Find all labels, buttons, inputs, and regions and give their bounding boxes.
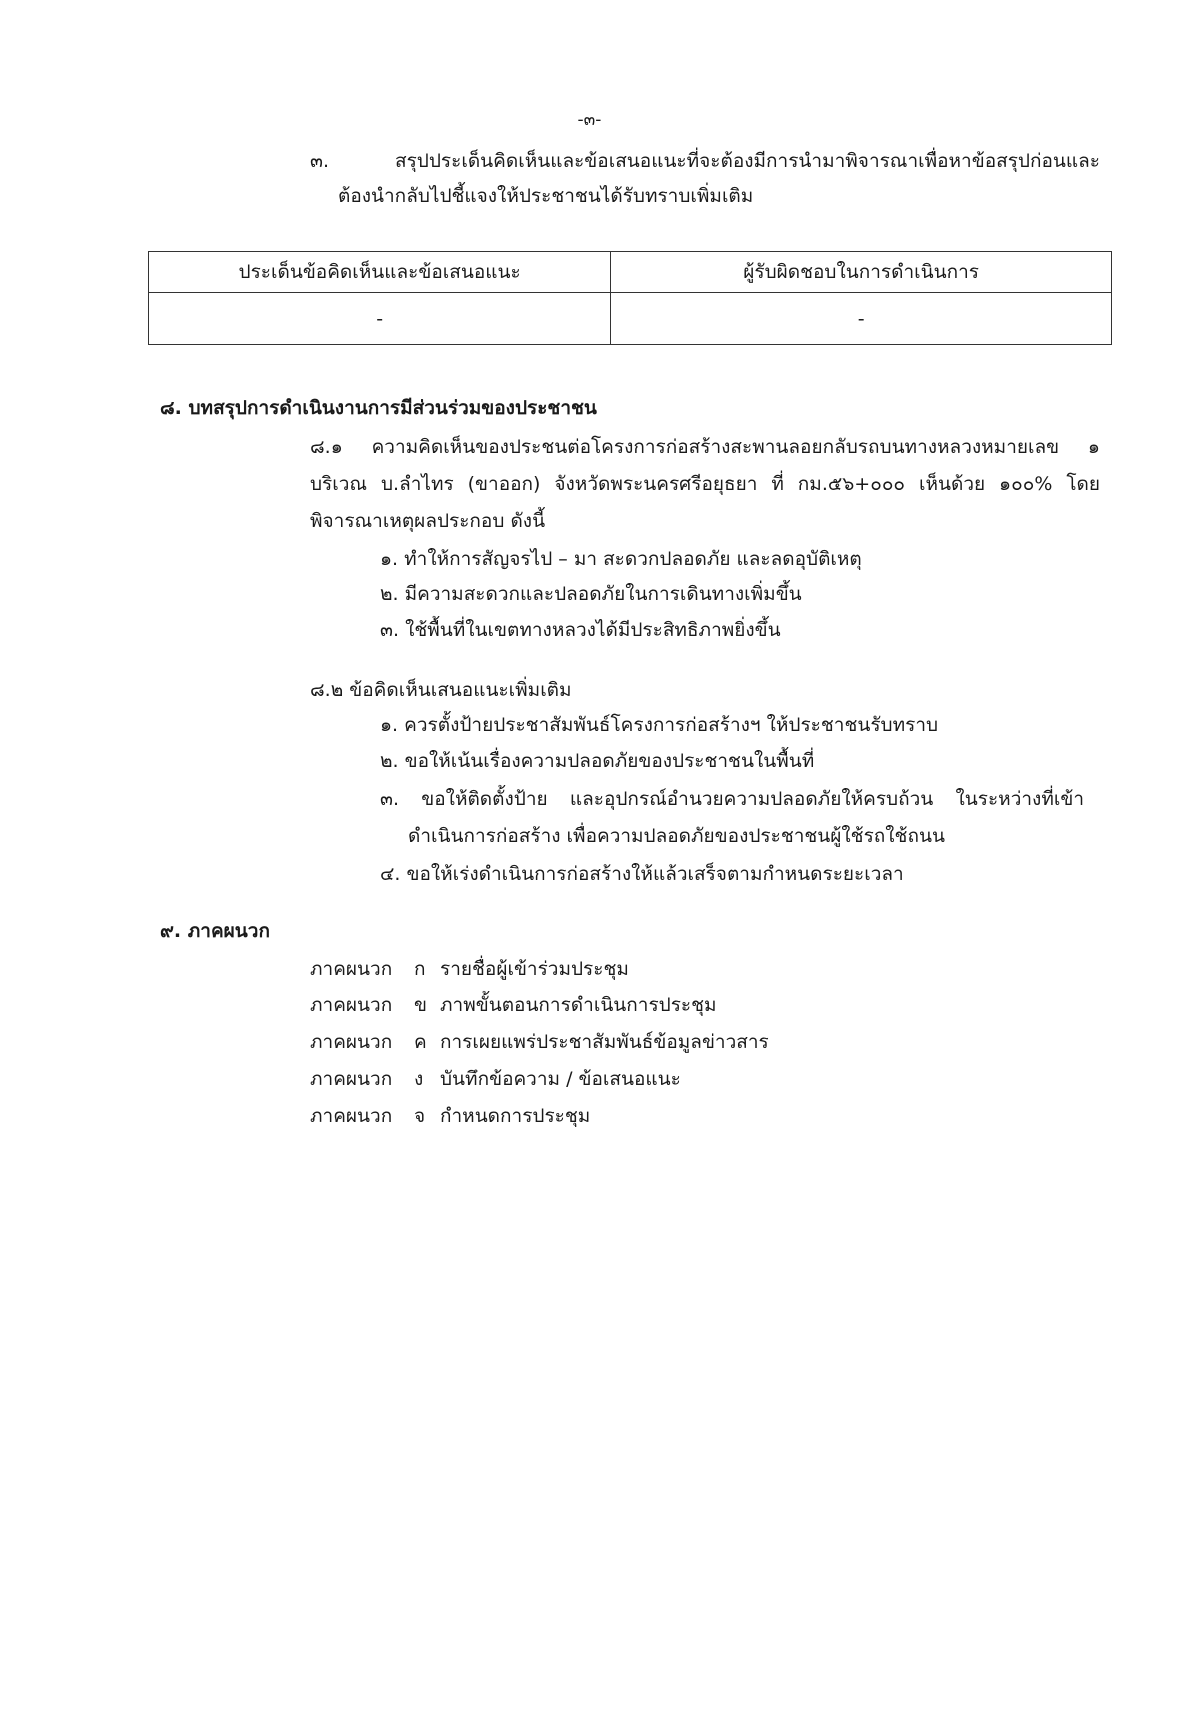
appendix-text: รายชื่อผู้เข้าร่วมประชุม — [440, 958, 629, 980]
list-item: ๒. ขอให้เน้นเรื่องความปลอดภัยของประชาชนในพื้นที่ — [380, 750, 815, 772]
section3-line2: ต้องนำกลับไปชี้แจงให้ประชาชนได้รับทราบเพิ่มเติม — [338, 185, 754, 207]
appendix-letter: ง — [414, 1068, 424, 1090]
summary-table — [148, 251, 1112, 345]
list-item: ๓. ขอให้ติดตั้งป้าย และอุปกรณ์อำนวยความปลอดภัยให้ครบถ้วน ในระหว่างที่เข้า — [380, 788, 1084, 810]
list-item-continuation: ดำเนินการก่อสร้าง เพื่อความปลอดภัยของประชาชนผู้ใช้รถใช้ถนน — [408, 825, 945, 847]
appendix-label: ภาคผนวก — [310, 1105, 393, 1127]
list-item: ๑. ทำให้การสัญจรไป – มา สะดวกปลอดภัย และลดอุบัติเหตุ — [380, 548, 862, 570]
list-item: ๔. ขอให้เร่งดำเนินการก่อสร้างให้แล้วเสร็จตามกำหนดระยะเวลา — [380, 863, 904, 885]
section8-1-line3: พิจารณาเหตุผลประกอบ ดังนี้ — [310, 510, 546, 532]
appendix-text: ภาพขั้นตอนการดำเนินการประชุม — [440, 994, 717, 1016]
appendix-text: กำหนดการประชุม — [440, 1105, 591, 1127]
appendix-letter: ก — [414, 958, 426, 980]
table-cell: - — [149, 293, 611, 345]
appendix-letter: จ — [414, 1105, 426, 1127]
list-item: ๑. ควรตั้งป้ายประชาสัมพันธ์โครงการก่อสร้างฯ ให้ประชาชนรับทราบ — [380, 714, 939, 736]
section8-1-line1: ๘.๑ ความคิดเห็นของประชนต่อโครงการก่อสร้างสะพานลอยกลับรถบนทางหลวงหมายเลข ๑ — [310, 436, 1100, 458]
table-cell: - — [611, 293, 1112, 345]
appendix-item — [310, 1070, 681, 1089]
section8-1-line2: บริเวณ บ.ลำไทร (ขาออก) จังหวัดพระนครศรีอยุธยา ที่ กม.๕๖+๐๐๐ เห็นด้วย ๑๐๐% โดย — [310, 473, 1100, 495]
appendix-item — [310, 996, 717, 1015]
table-header-responsible: ผู้รับผิดชอบในการดำเนินการ — [611, 252, 1112, 293]
appendix-label: ภาคผนวก — [310, 958, 393, 980]
appendix-item — [310, 960, 629, 979]
appendix-label: ภาคผนวก — [310, 1068, 393, 1090]
appendix-label: ภาคผนวก — [310, 994, 393, 1016]
table-row — [149, 293, 1112, 345]
section3-line1: ๓. สรุปประเด็นคิดเห็นและข้อเสนอแนะที่จะต้องมีการนำมาพิจารณาเพื่อหาข้อสรุปก่อนและ — [310, 150, 1100, 172]
section9-title: ๙. ภาคผนวก — [160, 920, 270, 942]
table-header-issues: ประเด็นข้อคิดเห็นและข้อเสนอแนะ — [149, 252, 611, 293]
appendix-text: การเผยแพร่ประชาสัมพันธ์ข้อมูลข่าวสาร — [440, 1031, 769, 1053]
list-item: ๒. มีความสะดวกและปลอดภัยในการเดินทางเพิ่มขึ้น — [380, 583, 802, 605]
section8-title: ๘. บทสรุปการดำเนินงานการมีส่วนร่วมของประชาชน — [160, 397, 597, 419]
appendix-item — [310, 1033, 769, 1052]
section8-2-heading: ๘.๒ ข้อคิดเห็นเสนอแนะเพิ่มเติม — [310, 679, 572, 701]
appendix-label: ภาคผนวก — [310, 1031, 393, 1053]
appendix-item — [310, 1107, 590, 1126]
appendix-letter: ค — [414, 1031, 427, 1053]
appendix-letter: ข — [414, 994, 427, 1016]
appendix-text: บันทึกข้อความ / ข้อเสนอแนะ — [440, 1068, 681, 1090]
page-number: -๓- — [577, 110, 602, 130]
list-item: ๓. ใช้พื้นที่ในเขตทางหลวงได้มีประสิทธิภาพยิ่งขึ้น — [380, 619, 781, 641]
